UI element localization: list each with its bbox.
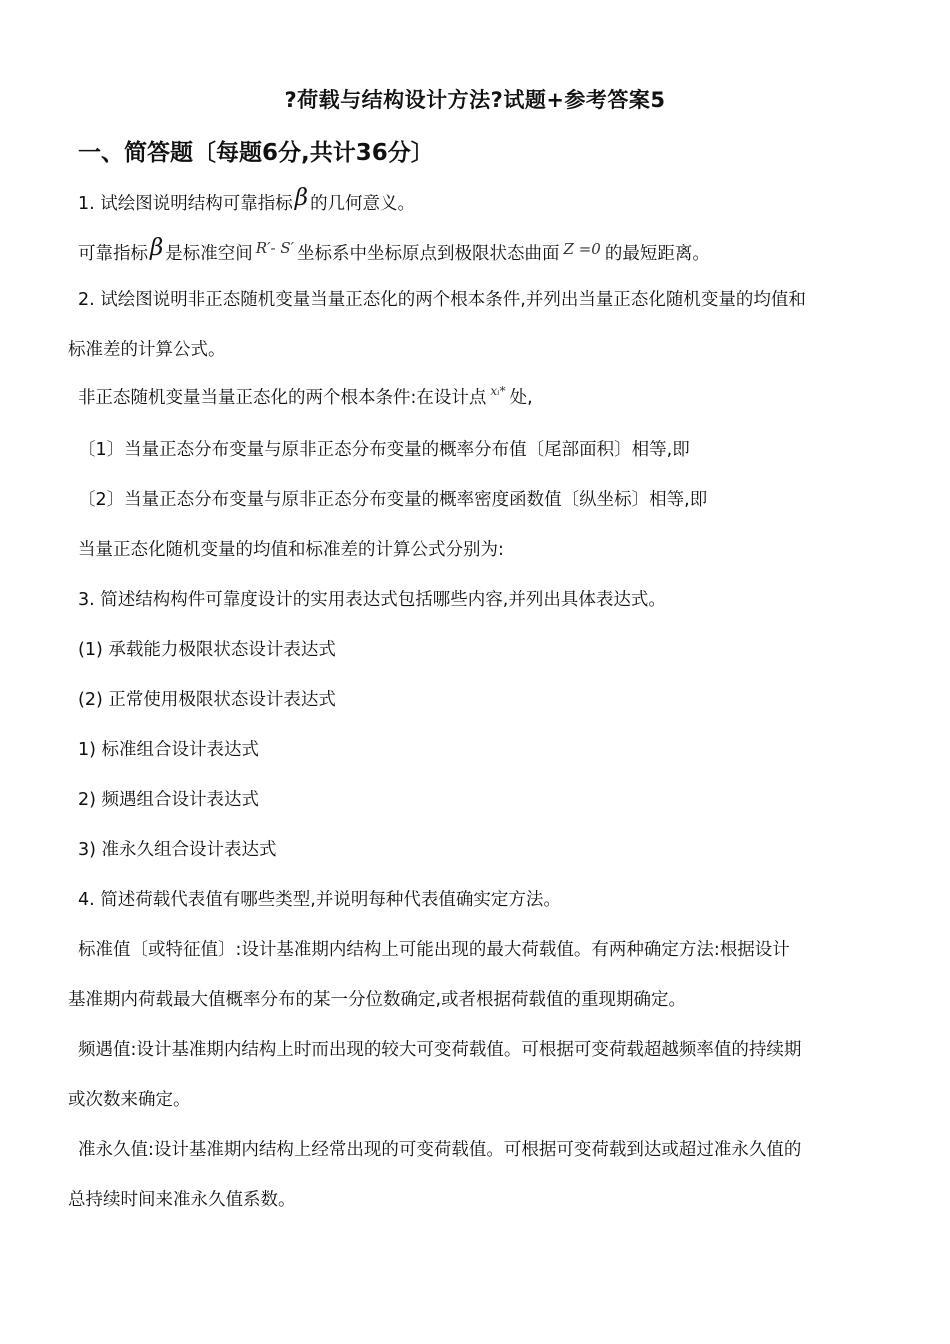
q1-question-text-a: 1. 试绘图说明结构可靠指标 (78, 194, 293, 214)
z-equals-zero-symbol: Z =0 (563, 240, 601, 258)
q4-quasi-permanent-line2: 总持续时间来准永久值系数。 (68, 1190, 296, 1210)
q2-question-line2: 标准差的计算公式。 (68, 340, 226, 360)
q3-sub-item-1: 1) 标准组合设计表达式 (78, 740, 260, 760)
q1-answer-text-b: 是标准空间 (165, 244, 253, 264)
q4-quasi-permanent-line1: 准永久值:设计基准期内结构上经常出现的可变荷载值。可根据可变荷载到达或超过准永久值的 (78, 1140, 802, 1160)
q3-sub-item-3: 3) 准永久组合设计表达式 (78, 840, 277, 860)
q4-frequent-value-line2: 或次数来确定。 (68, 1090, 191, 1110)
q1-question (78, 185, 416, 216)
q2-condition-2: 〔2〕当量正态分布变量与原非正态分布变量的概率密度函数值〔纵坐标〕相等,即 (78, 490, 708, 510)
beta-symbol: β (294, 185, 309, 211)
q3-sub-item-2: 2) 频遇组合设计表达式 (78, 790, 260, 810)
q2-condition-1: 〔1〕当量正态分布变量与原非正态分布变量的概率分布值〔尾部面积〕相等,即 (78, 440, 690, 460)
document-title: ?荷载与结构设计方法?试题+参考答案5 (284, 88, 666, 112)
q3-question: 3. 简述结构构件可靠度设计的实用表达式包括哪些内容,并列出具体表达式。 (78, 590, 666, 610)
q4-standard-value-line1: 标准值〔或特征值〕:设计基准期内结构上可能出现的最大荷载值。有两种确定方法:根据设计 (78, 940, 790, 960)
q3-item-2: (2) 正常使用极限状态设计表达式 (78, 690, 336, 710)
q4-question: 4. 简述荷载代表值有哪些类型,并说明每种代表值确实定方法。 (78, 890, 561, 910)
q3-item-1: (1) 承载能力极限状态设计表达式 (78, 640, 336, 660)
section-heading: 一、简答题〔每题6分,共计36分〕 (78, 140, 434, 166)
q2-cond-text-a: 非正态随机变量当量正态化的两个根本条件:在设计点 (78, 388, 487, 408)
q2-cond-text-b: 处, (509, 388, 533, 408)
design-point-symbol: xᵢ* (490, 384, 506, 398)
r-minus-s-symbol: R′- S′ (255, 239, 295, 257)
q1-answer-text-d: 的最短距离。 (604, 244, 710, 264)
q4-frequent-value-line1: 频遇值:设计基准期内结构上时而出现的较大可变荷载值。可根据可变荷载超越频率值的持续期 (78, 1040, 802, 1060)
q1-answer (78, 235, 710, 266)
q1-question-text-b: 的几何意义。 (310, 194, 416, 214)
q1-answer-text-c: 坐标系中坐标原点到极限状态曲面 (297, 244, 560, 264)
q2-question-line1: 2. 试绘图说明非正态随机变量当量正态化的两个根本条件,并列出当量正态化随机变量的均值和 (78, 290, 806, 310)
q1-answer-text-a: 可靠指标 (78, 244, 148, 264)
q4-standard-value-line2: 基准期内荷载最大值概率分布的某一分位数确定,或者根据荷载值的重现期确定。 (68, 990, 687, 1010)
beta-symbol: β (150, 235, 164, 261)
q2-formula-intro: 当量正态化随机变量的均值和标准差的计算公式分别为: (78, 540, 504, 560)
q2-conditions-intro (78, 386, 533, 411)
